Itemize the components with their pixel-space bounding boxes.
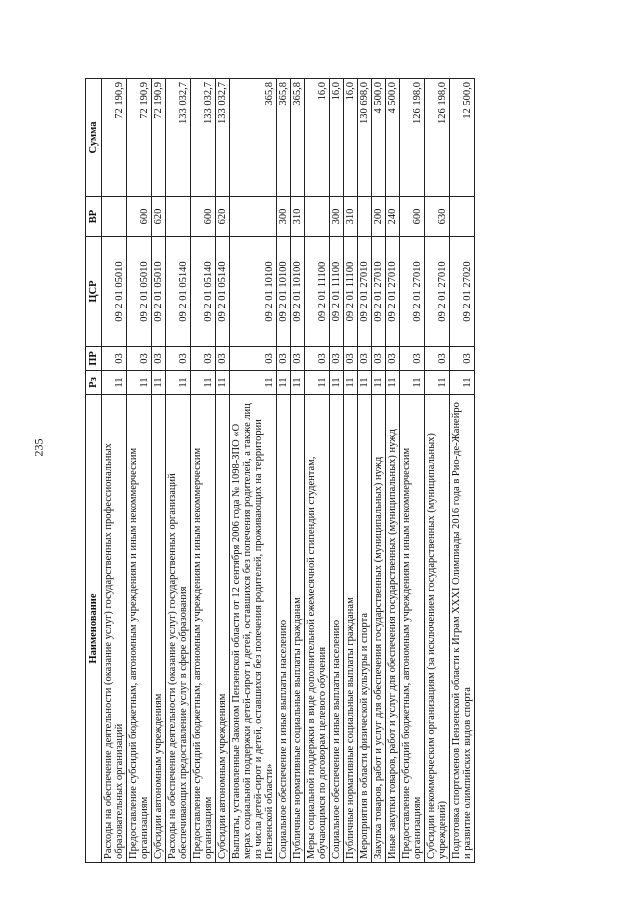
row-pr: 03 — [450, 347, 475, 371]
table-header-row — [86, 79, 102, 863]
row-sum: 16,0 — [344, 79, 358, 197]
row-rz: 11 — [386, 371, 400, 395]
row-rz: 11 — [291, 371, 305, 395]
row-rz: 11 — [230, 371, 277, 395]
row-vr: 630 — [425, 197, 450, 237]
row-vr: 600 — [127, 197, 152, 237]
table-row — [102, 79, 127, 863]
header-sum: Сумма — [86, 79, 102, 197]
row-csr: 09 2 01 27010 — [372, 237, 386, 347]
row-pr: 03 — [305, 347, 330, 371]
header-name: Наименование — [86, 395, 102, 863]
row-csr: 09 2 01 05140 — [191, 237, 216, 347]
row-csr: 09 2 01 27020 — [450, 237, 475, 347]
row-name: Субсидии автономным учреждениям — [216, 395, 230, 863]
row-rz: 11 — [450, 371, 475, 395]
row-csr: 09 2 01 05140 — [166, 237, 191, 347]
table-row — [216, 79, 230, 863]
budget-table — [85, 78, 475, 863]
table-row — [277, 79, 291, 863]
table-row — [425, 79, 450, 863]
row-sum: 16,0 — [330, 79, 344, 197]
row-sum: 72 190,9 — [102, 79, 127, 197]
budget-table-container — [85, 79, 564, 863]
row-csr: 09 2 01 05010 — [127, 237, 152, 347]
row-name: Выплаты, установленные Законом Пензенской области от 12 сентября 2006 года № 1098-ЗПО «О мерах социальной поддержки детей-сирот и детей, оставшихся без попечения родителей, а также лиц из числа детей-сирот и детей, оставшихся без попечения родителей, проживающих на территории Пензенской области» — [230, 395, 277, 863]
row-rz: 11 — [330, 371, 344, 395]
row-vr: 310 — [344, 197, 358, 237]
row-name: Субсидии некоммерческим организациям (за исключением государственных (муниципальных) учреждений) — [425, 395, 450, 863]
header-pr: ПР — [86, 347, 102, 371]
row-pr: 03 — [386, 347, 400, 371]
row-vr: 600 — [400, 197, 425, 237]
row-vr — [305, 197, 330, 237]
row-pr: 03 — [372, 347, 386, 371]
row-name: Публичные нормативные социальные выплаты гражданам — [291, 395, 305, 863]
row-csr: 09 2 01 11100 — [344, 237, 358, 347]
row-sum: 133 032,7 — [191, 79, 216, 197]
row-pr: 03 — [102, 347, 127, 371]
row-pr: 03 — [277, 347, 291, 371]
row-vr — [358, 197, 372, 237]
row-rz: 11 — [425, 371, 450, 395]
row-pr: 03 — [216, 347, 230, 371]
row-name: Расходы на обеспечение деятельности (оказание услуг) государственных профессиональных образовательных организаций — [102, 395, 127, 863]
table-row — [230, 79, 277, 863]
row-vr: 310 — [291, 197, 305, 237]
row-rz: 11 — [216, 371, 230, 395]
row-vr: 620 — [152, 197, 166, 237]
row-sum: 12 500,0 — [450, 79, 475, 197]
table-row — [291, 79, 305, 863]
header-rz: Рз — [86, 371, 102, 395]
row-csr: 09 2 01 11100 — [305, 237, 330, 347]
row-sum: 365,8 — [277, 79, 291, 197]
row-sum: 133 032,7 — [166, 79, 191, 197]
row-csr: 09 2 01 27010 — [425, 237, 450, 347]
row-pr: 03 — [191, 347, 216, 371]
row-rz: 11 — [127, 371, 152, 395]
row-rz: 11 — [191, 371, 216, 395]
row-vr — [166, 197, 191, 237]
row-pr: 03 — [127, 347, 152, 371]
row-rz: 11 — [305, 371, 330, 395]
row-rz: 11 — [372, 371, 386, 395]
row-vr — [102, 197, 127, 237]
row-csr: 09 2 01 27010 — [358, 237, 372, 347]
row-name: Мероприятия в области физической культуры и спорта — [358, 395, 372, 863]
table-row — [127, 79, 152, 863]
table-row — [344, 79, 358, 863]
row-name: Социальное обеспечение и иные выплаты населению — [277, 395, 291, 863]
row-csr: 09 2 01 05010 — [152, 237, 166, 347]
row-sum: 126 198,0 — [400, 79, 425, 197]
row-csr: 09 2 01 10100 — [291, 237, 305, 347]
table-row — [372, 79, 386, 863]
row-sum: 133 032,7 — [216, 79, 230, 197]
row-sum: 126 198,0 — [425, 79, 450, 197]
row-name: Закупка товаров, работ и услуг для обеспечения государственных (муниципальных) нужд — [372, 395, 386, 863]
row-pr: 03 — [344, 347, 358, 371]
row-vr: 300 — [277, 197, 291, 237]
table-row — [166, 79, 191, 863]
row-rz: 11 — [344, 371, 358, 395]
row-name: Предоставление субсидий бюджетным, автономным учреждениям и иным некоммерческим организациям — [127, 395, 152, 863]
row-name: Предоставление субсидий бюджетным, автономным учреждениям и иным некоммерческим организациям — [191, 395, 216, 863]
table-row — [400, 79, 425, 863]
row-name: Субсидии автономным учреждениям — [152, 395, 166, 863]
row-csr: 09 2 01 11100 — [330, 237, 344, 347]
row-csr: 09 2 01 27010 — [386, 237, 400, 347]
row-pr: 03 — [230, 347, 277, 371]
row-rz: 11 — [102, 371, 127, 395]
row-csr: 09 2 01 27010 — [400, 237, 425, 347]
row-pr: 03 — [400, 347, 425, 371]
row-pr: 03 — [358, 347, 372, 371]
row-csr: 09 2 01 05010 — [102, 237, 127, 347]
header-csr: ЦСР — [86, 237, 102, 347]
table-row — [358, 79, 372, 863]
header-vr: ВР — [86, 197, 102, 237]
row-rz: 11 — [358, 371, 372, 395]
row-name: Подготовка спортсменов Пензенской области к Играм XXXI Олимпиады 2016 года в Рио-де-Жанейро и развитие олимпийских видов спорта — [450, 395, 475, 863]
row-sum: 72 190,9 — [152, 79, 166, 197]
table-row — [152, 79, 166, 863]
table-row — [305, 79, 330, 863]
table-row — [450, 79, 475, 863]
row-rz: 11 — [400, 371, 425, 395]
row-vr: 200 — [372, 197, 386, 237]
row-vr — [230, 197, 277, 237]
row-sum: 130 698,0 — [358, 79, 372, 197]
row-sum: 4 500,0 — [372, 79, 386, 197]
row-name: Меры социальной поддержки в виде дополнительной ежемесячной стипендии студентам, обучающимся по договорам целевого обучения — [305, 395, 330, 863]
row-pr: 03 — [152, 347, 166, 371]
row-pr: 03 — [166, 347, 191, 371]
table-row — [386, 79, 400, 863]
row-name: Иные закупки товаров, работ и услуг для обеспечения государственных (муниципальных) нужд — [386, 395, 400, 863]
row-name: Социальное обеспечение и иные выплаты населению — [330, 395, 344, 863]
row-vr: 240 — [386, 197, 400, 237]
row-sum: 365,8 — [291, 79, 305, 197]
row-pr: 03 — [330, 347, 344, 371]
row-vr: 300 — [330, 197, 344, 237]
row-vr: 620 — [216, 197, 230, 237]
row-rz: 11 — [152, 371, 166, 395]
row-name: Публичные нормативные социальные выплаты гражданам — [344, 395, 358, 863]
page-number: 235 — [31, 438, 46, 457]
row-pr: 03 — [291, 347, 305, 371]
row-sum: 4 500,0 — [386, 79, 400, 197]
table-row — [191, 79, 216, 863]
row-csr: 09 2 01 10100 — [277, 237, 291, 347]
row-csr: 09 2 01 10100 — [230, 237, 277, 347]
row-csr: 09 2 01 05140 — [216, 237, 230, 347]
row-name: Расходы на обеспечение деятельности (оказание услуг) государственных организаций обеспечивающих предоставление услуг в сфере образования — [166, 395, 191, 863]
row-name: Предоставление субсидий бюджетным, автономным учреждениям и иным некоммерческим организациям — [400, 395, 425, 863]
row-vr: 600 — [191, 197, 216, 237]
row-vr — [450, 197, 475, 237]
table-row — [330, 79, 344, 863]
row-sum: 16,0 — [305, 79, 330, 197]
row-rz: 11 — [277, 371, 291, 395]
row-sum: 365,8 — [230, 79, 277, 197]
row-pr: 03 — [425, 347, 450, 371]
row-sum: 72 190,9 — [127, 79, 152, 197]
row-rz: 11 — [166, 371, 191, 395]
